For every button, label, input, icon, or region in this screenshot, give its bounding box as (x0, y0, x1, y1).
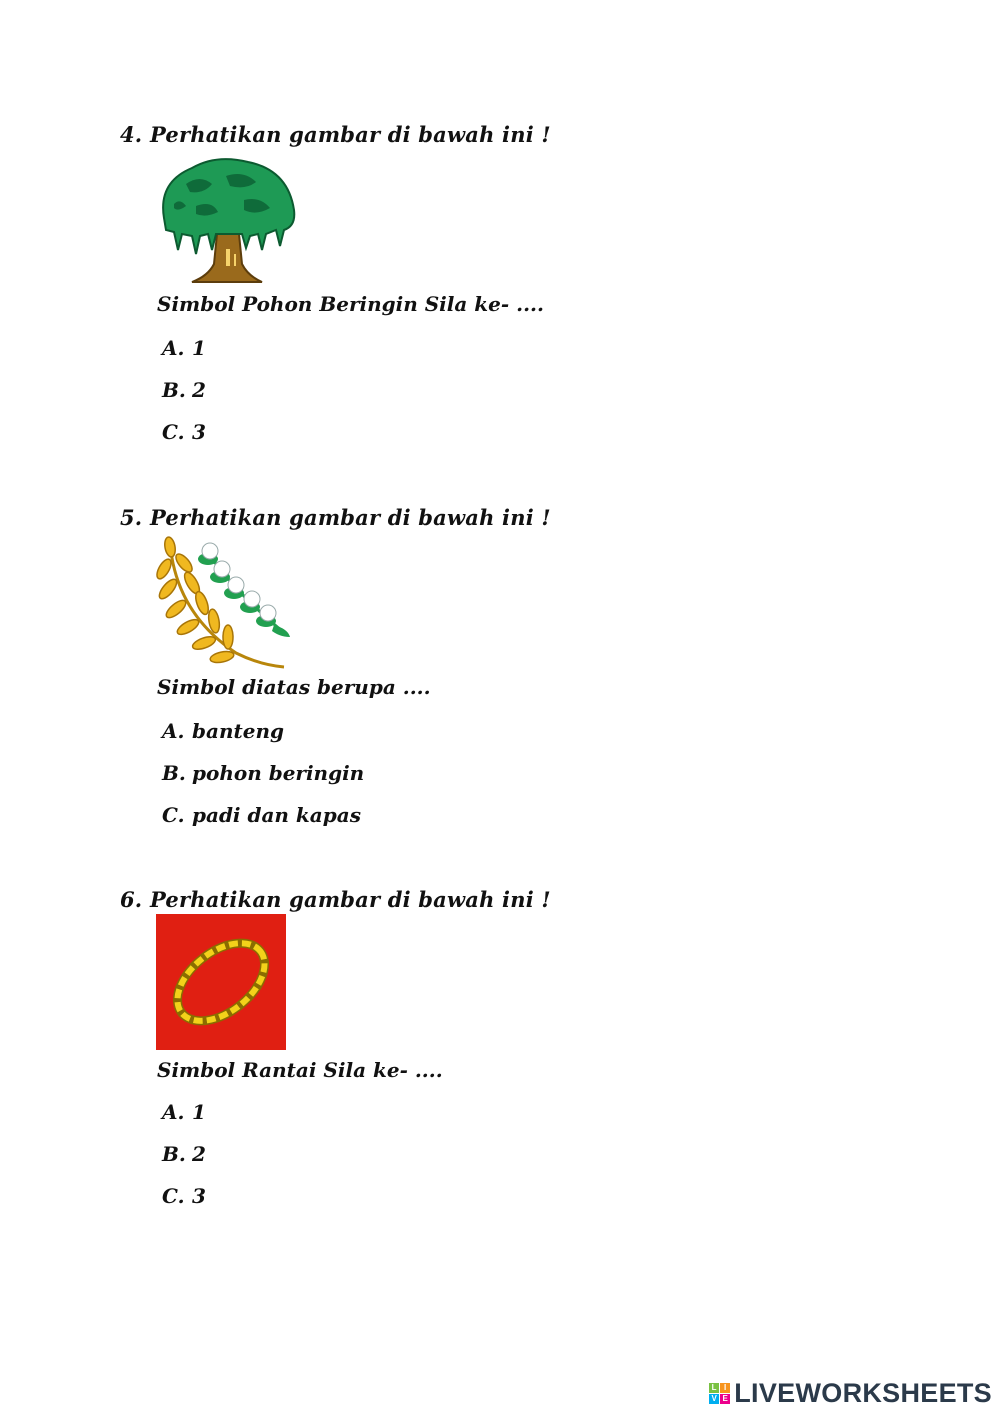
question-4-stem: Simbol Pohon Beringin Sila ke- .... (157, 292, 544, 316)
question-number: 4. (120, 122, 143, 147)
option-c[interactable] (162, 420, 206, 444)
option-text: 2 (192, 378, 206, 402)
logo-letter: I (720, 1383, 730, 1393)
question-5-stem: Simbol diatas berupa .... (157, 675, 431, 699)
question-5-prompt (120, 505, 551, 530)
banyan-tree-icon (156, 154, 298, 290)
option-text: 3 (192, 1184, 206, 1208)
question-prompt-text: Perhatikan gambar di bawah ini ! (150, 122, 551, 147)
option-letter: C. (162, 420, 185, 444)
logo-letter: L (709, 1383, 719, 1393)
question-6-prompt (120, 887, 551, 912)
option-a[interactable] (162, 336, 206, 360)
option-text: pohon beringin (192, 761, 365, 785)
option-letter: C. (162, 803, 185, 827)
option-text: 3 (192, 420, 206, 444)
liveworksheets-brand (709, 1378, 992, 1409)
option-letter: C. (162, 1184, 185, 1208)
option-letter: B. (162, 378, 186, 402)
option-text: banteng (192, 719, 284, 743)
option-c[interactable] (162, 1184, 206, 1208)
option-b[interactable] (162, 1142, 206, 1166)
option-letter: A. (162, 1100, 185, 1124)
logo-letter: E (720, 1394, 730, 1404)
question-6-stem: Simbol Rantai Sila ke- .... (157, 1058, 443, 1082)
option-c[interactable] (162, 803, 361, 827)
option-letter: A. (162, 336, 185, 360)
question-prompt-text: Perhatikan gambar di bawah ini ! (150, 505, 551, 530)
question-prompt-text: Perhatikan gambar di bawah ini ! (150, 887, 551, 912)
option-text: 1 (192, 1100, 206, 1124)
brand-name: LIVEWORKSHEETS (734, 1378, 992, 1408)
option-b[interactable] (162, 378, 206, 402)
option-b[interactable] (162, 761, 364, 785)
chain-icon (156, 914, 286, 1054)
question-4-prompt (120, 122, 551, 147)
option-a[interactable] (162, 1100, 206, 1124)
option-letter: A. (162, 719, 185, 743)
question-number: 5. (120, 505, 143, 530)
option-text: 1 (192, 336, 206, 360)
question-number: 6. (120, 887, 143, 912)
rice-and-cotton-icon (156, 533, 296, 677)
option-text: padi dan kapas (192, 803, 361, 827)
liveworksheets-logo-icon (709, 1383, 730, 1404)
option-letter: B. (162, 761, 186, 785)
logo-letter: V (709, 1394, 719, 1404)
option-letter: B. (162, 1142, 186, 1166)
option-text: 2 (192, 1142, 206, 1166)
option-a[interactable] (162, 719, 284, 743)
